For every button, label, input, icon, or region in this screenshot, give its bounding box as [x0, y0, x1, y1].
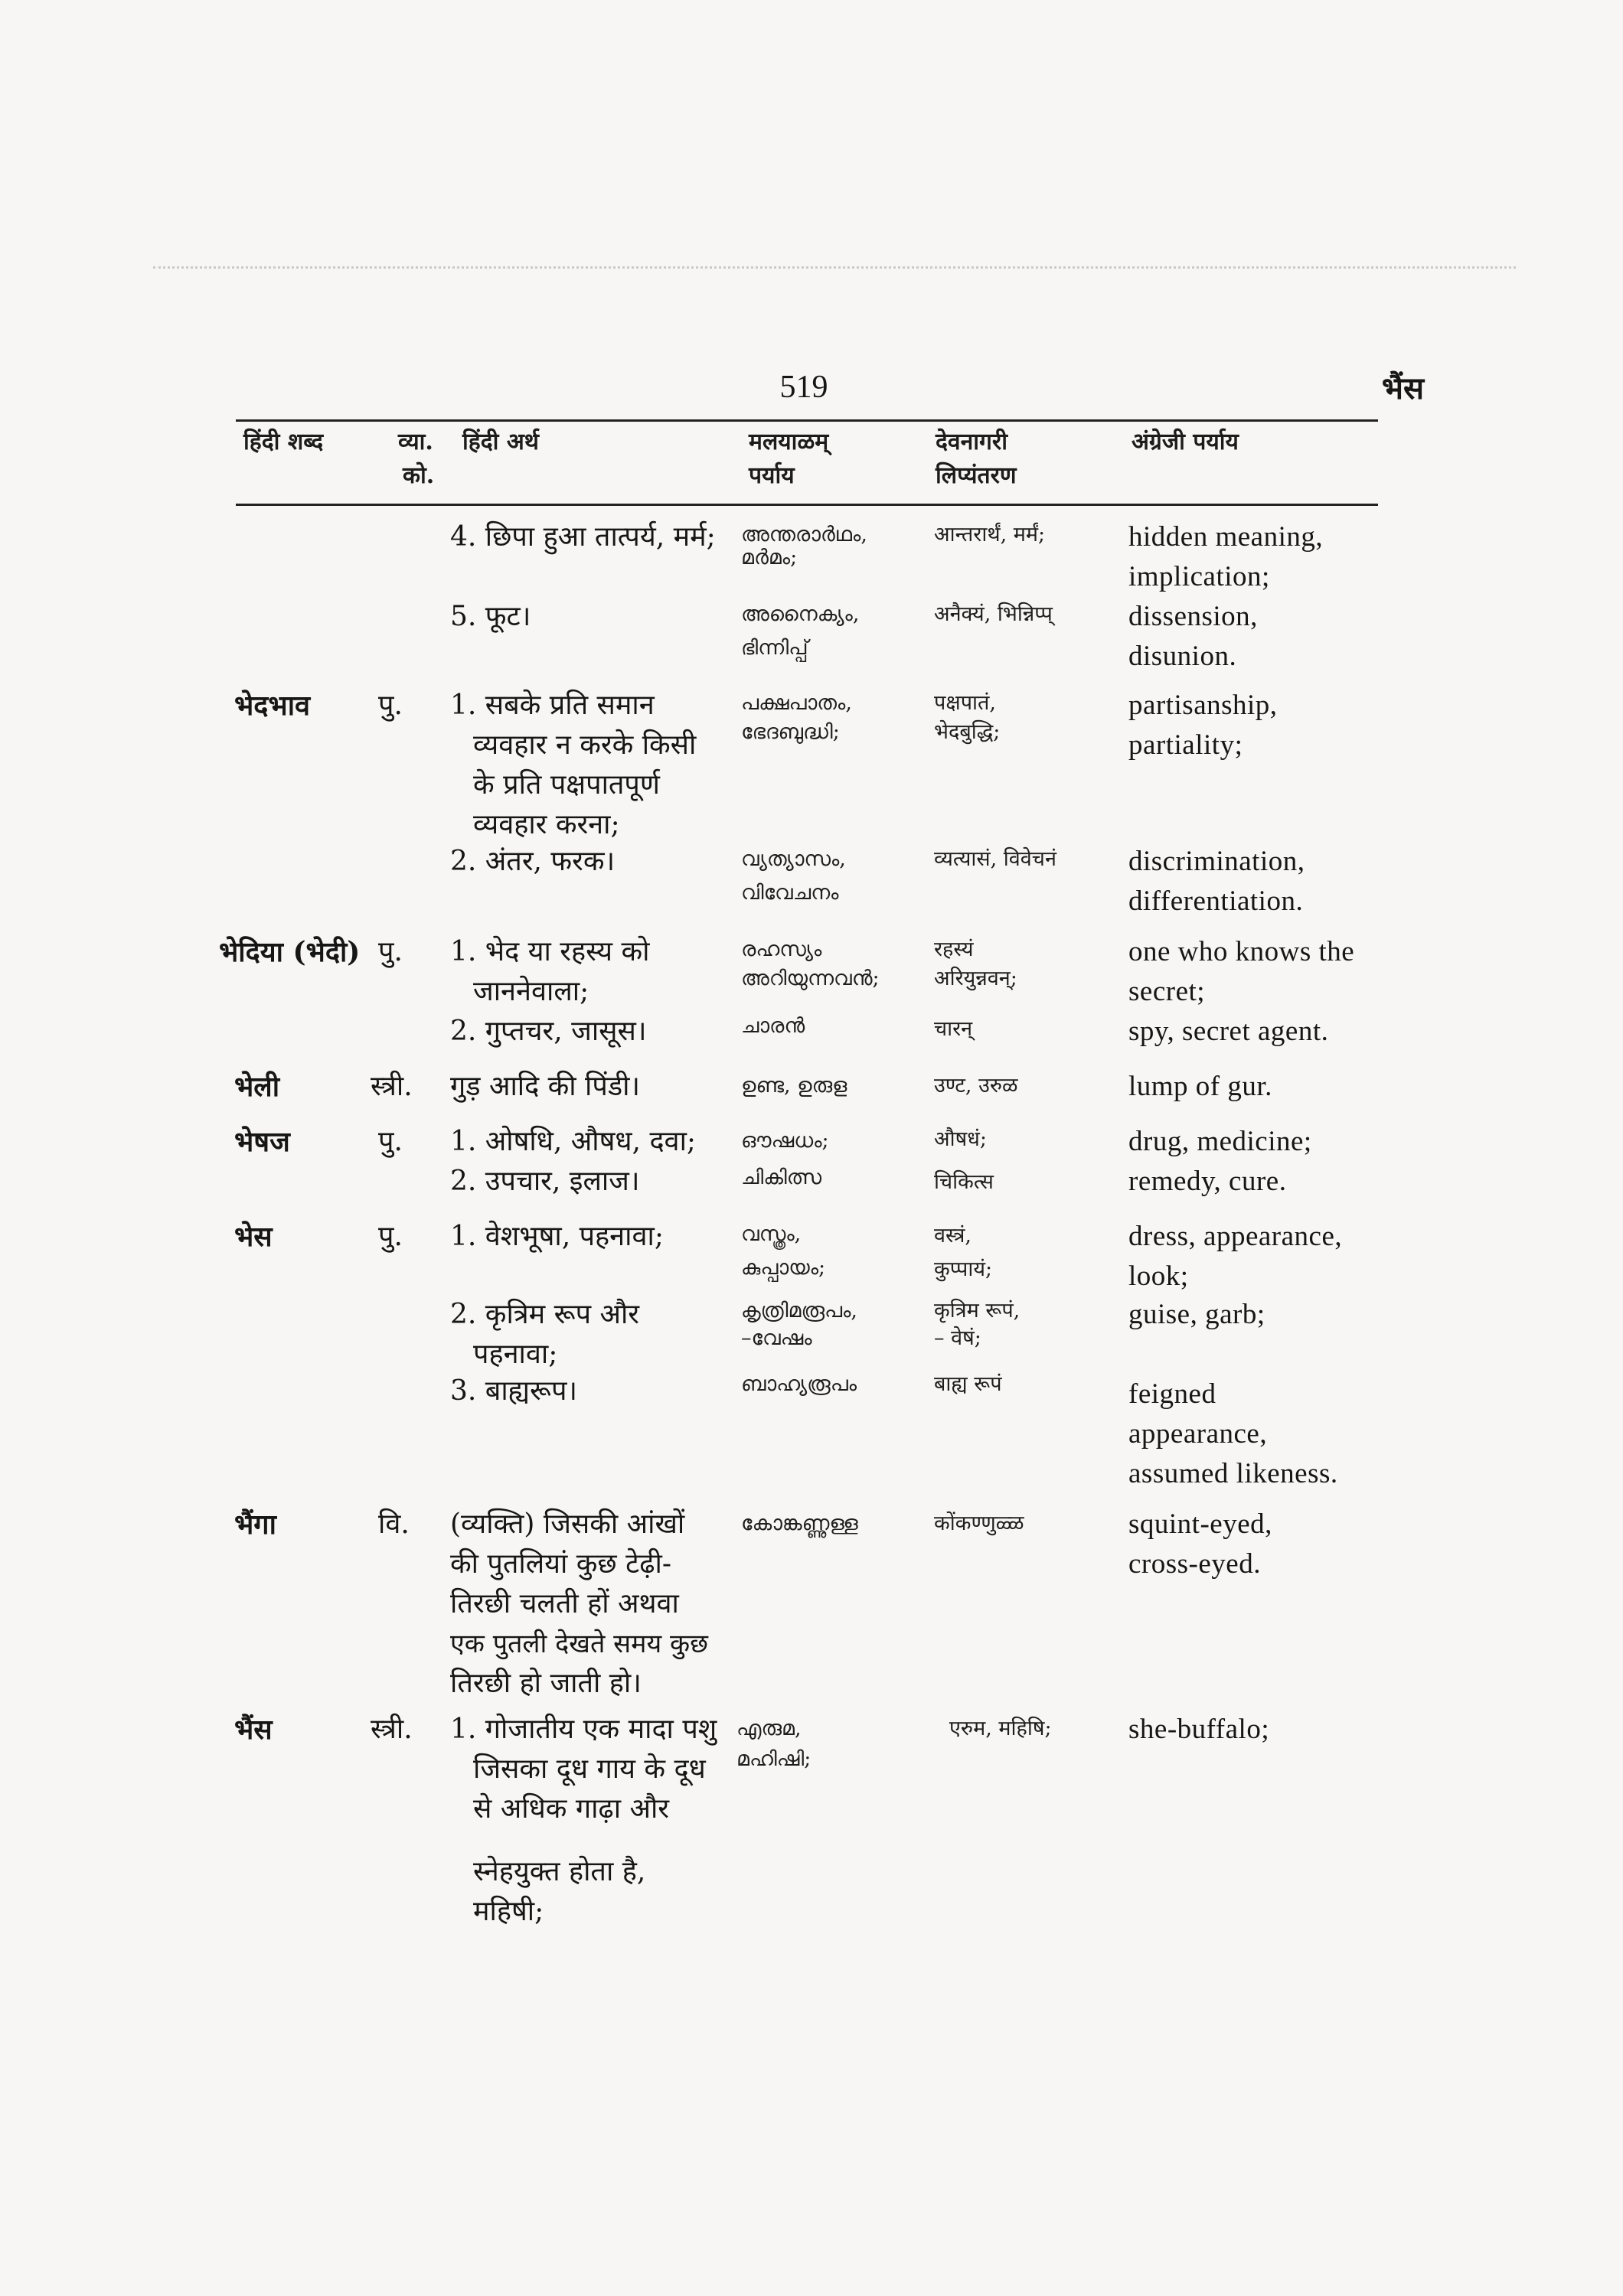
devanagari-line: अरियुन्नवन्; — [934, 967, 1017, 990]
grammar-tag: पु. — [378, 1126, 403, 1157]
entry-6-sense-1-hindi — [450, 1505, 756, 1704]
devanagari-line: चिकित्स — [934, 1170, 994, 1194]
page-number: 519 — [779, 370, 828, 405]
entry-2-sense-1-devanagari — [934, 938, 1017, 990]
hindi-line: 1. वेशभूषा, पहनावा; — [450, 1221, 664, 1252]
malayalam-line: ചാരൻ — [741, 1014, 805, 1038]
entry-4-sense-1-english — [1128, 1122, 1312, 1162]
hindi-line: 2. उपचार, इलाज। — [450, 1166, 640, 1197]
hindi-line: जिसका दूध गाय के दूध — [473, 1753, 706, 1785]
entry-0-sense-4-malayalam — [741, 523, 867, 569]
hindi-line: गुड़ आदि की पिंडी। — [450, 1071, 641, 1102]
malayalam-line: ഭേദബുദ്ധി; — [741, 720, 840, 744]
entry-4-sense-2-hindi — [450, 1162, 756, 1202]
english-line: differentiation. — [1128, 885, 1304, 917]
header-bottom-rule — [236, 504, 1378, 506]
english-line: partisanship, — [1128, 690, 1278, 721]
devanagari-line: कृत्रिम रूपं, — [934, 1299, 1020, 1322]
hindi-line: 3. बाह्यरूप। — [450, 1375, 578, 1407]
column-head-malayalam-line-1: मलयाळम् — [749, 429, 829, 455]
hindi-line: व्यवहार करना; — [473, 809, 620, 840]
entry-1-sense-1-malayalam — [741, 692, 852, 744]
devanagari-line: व्यत्यासं, विवेचनं — [934, 847, 1056, 871]
hindi-line: की पुतलियां कुछ टेढ़ी- — [450, 1548, 671, 1580]
english-line: appearance, — [1128, 1418, 1268, 1450]
running-head: भैंस — [1381, 370, 1424, 406]
english-line: she-buffalo; — [1128, 1714, 1270, 1745]
column-head-devanagari — [936, 426, 1017, 493]
devanagari-line: अनैक्यं, भिन्निप्प् — [934, 602, 1053, 626]
entry-0-sense-5-hindi — [450, 597, 756, 637]
entry-5-sense-1-english — [1128, 1217, 1342, 1296]
devanagari-line: कुप्पायं; — [934, 1257, 993, 1281]
grammar-tag: पु. — [378, 690, 403, 721]
hindi-line: 5. फूट। — [450, 601, 531, 632]
hindi-line: महिषी; — [473, 1896, 544, 1927]
malayalam-line: എരുമ, — [736, 1717, 802, 1740]
entry-2-sense-1-hindi — [450, 932, 756, 1012]
devanagari-line: रहस्यं — [934, 938, 974, 961]
grammar-tag: वि. — [378, 1508, 410, 1540]
entry-1-sense-1-english — [1128, 686, 1278, 765]
grammar-tag: स्त्री. — [371, 1071, 413, 1102]
entry-5-sense-3-devanagari — [934, 1373, 1002, 1396]
malayalam-line: അന്തരാർഥം, — [741, 523, 867, 546]
malayalam-line: അനൈക്യം, — [741, 602, 860, 626]
entry-5-sense-1-devanagari — [934, 1225, 992, 1281]
devanagari-line: औषधं; — [934, 1127, 987, 1151]
entry-2-sense-2-devanagari — [934, 1018, 972, 1041]
entry-2-sense-2-english — [1128, 1012, 1328, 1052]
hindi-line: 1. ओषधि, औषध, दवा; — [450, 1126, 697, 1157]
malayalam-line: ഉണ്ട, ഉരുള — [741, 1074, 847, 1097]
english-line: feigned — [1128, 1378, 1216, 1410]
hindi-line: व्यवहार न करके किसी — [473, 729, 697, 761]
entry-4-sense-1-devanagari — [934, 1128, 987, 1151]
hindi-line: 1. भेद या रहस्य को — [450, 936, 650, 967]
column-head-devanagari-line-1: देवनागरी — [936, 429, 1007, 455]
entry-7-sense-1-english — [1128, 1710, 1269, 1750]
english-line: partiality; — [1128, 729, 1243, 761]
entry-3-sense-1-english — [1128, 1067, 1272, 1107]
entry-5-sense-1-hindi — [450, 1217, 756, 1257]
hindi-line: 2. कृत्रिम रूप और — [450, 1299, 640, 1330]
entry-1-sense-2-hindi — [450, 842, 756, 882]
malayalam-line: വ്യത്യാസം, — [741, 847, 846, 871]
column-head-malayalam — [749, 426, 828, 493]
hindi-line: 1. सबके प्रति समान — [450, 690, 655, 721]
english-line: discrimination, — [1128, 846, 1305, 877]
hindi-line: 2. गुप्तचर, जासूस। — [450, 1016, 647, 1047]
headword: भेली — [234, 1071, 280, 1103]
english-line: cross-eyed. — [1128, 1548, 1261, 1580]
malayalam-line: ചികിത്സ — [741, 1166, 822, 1189]
malayalam-line: കൃത്രിമരൂപം, — [741, 1299, 857, 1322]
entry-7-sense-1-malayalam — [736, 1717, 811, 1771]
hindi-line: जाननेवाला; — [473, 976, 589, 1007]
entry-0-sense-4-hindi — [450, 517, 756, 557]
entry-4-sense-2-malayalam — [741, 1166, 821, 1189]
entry-2-sense-2-malayalam — [741, 1015, 805, 1038]
grammar-tag: पु. — [378, 1221, 403, 1252]
malayalam-line: കോങ്കണ്ണുള്ള — [741, 1512, 858, 1535]
english-line: secret; — [1128, 976, 1206, 1007]
entry-0-sense-5-devanagari — [934, 603, 1053, 626]
devanagari-line: एरुम, महिषि; — [949, 1717, 1052, 1740]
entry-5-sense-2-english — [1128, 1295, 1265, 1335]
column-head-malayalam-line-2: पर्याय — [749, 462, 795, 489]
entry-0-sense-5-malayalam — [741, 603, 859, 660]
grammar-tag: स्त्री. — [371, 1714, 413, 1745]
entry-3-sense-1-devanagari — [934, 1075, 1018, 1097]
entry-6-sense-1-devanagari — [934, 1512, 1024, 1535]
entry-3-sense-1-malayalam — [741, 1075, 847, 1097]
malayalam-line: ഭിന്നിപ്പ് — [741, 636, 808, 660]
entry-5-sense-1-malayalam — [741, 1223, 825, 1280]
column-head-grammar — [398, 426, 434, 493]
english-line: implication; — [1128, 561, 1270, 592]
entry-5-sense-3-english — [1128, 1375, 1338, 1494]
entry-5-sense-2-malayalam — [741, 1300, 857, 1350]
headword: भेदभाव — [234, 690, 311, 722]
entry-1-sense-2-english — [1128, 842, 1305, 921]
column-head-english: अंग्रेजी पर्याय — [1132, 429, 1239, 455]
headword: भैंगा — [234, 1508, 276, 1541]
headword: भेस — [234, 1221, 273, 1253]
devanagari-line: – वेषं; — [934, 1326, 981, 1350]
english-line: one who knows the — [1128, 936, 1355, 967]
english-line: squint-eyed, — [1128, 1508, 1272, 1540]
english-line: assumed likeness. — [1128, 1458, 1338, 1489]
english-line: guise, garb; — [1128, 1299, 1265, 1330]
malayalam-line: മഹിഷി; — [736, 1747, 812, 1771]
headword: भेदिया (भेदी) — [219, 936, 361, 968]
english-line: drug, medicine; — [1128, 1126, 1312, 1157]
devanagari-line: वस्त्रं, — [934, 1224, 972, 1247]
entry-1-sense-2-devanagari — [934, 848, 1056, 871]
english-line: dissension, — [1128, 601, 1258, 632]
malayalam-line: മർമം; — [741, 546, 798, 569]
grammar-tag: पु. — [378, 936, 403, 967]
entry-6-sense-1-english — [1128, 1505, 1272, 1584]
entry-3-sense-1-hindi — [450, 1067, 756, 1107]
malayalam-line: ബാഹ്യരൂപം — [741, 1372, 857, 1396]
entry-4-sense-1-hindi — [450, 1122, 756, 1162]
column-head-hindi-meaning: हिंदी अर्थ — [462, 429, 539, 455]
english-line: spy, secret agent. — [1128, 1016, 1329, 1047]
entry-5-sense-3-hindi — [450, 1371, 756, 1411]
entry-5-sense-2-devanagari — [934, 1300, 1020, 1350]
hindi-line: के प्रति पक्षपातपूर्ण — [473, 769, 660, 801]
entry-0-sense-5-english — [1128, 597, 1258, 677]
malayalam-line: കുപ്പായം; — [741, 1256, 826, 1280]
hindi-line: 2. अंतर, फरक। — [450, 846, 616, 877]
column-head-hindi-word: हिंदी शब्द — [243, 429, 324, 455]
devanagari-line: चारन् — [934, 1017, 973, 1041]
header-top-rule — [236, 419, 1378, 422]
malayalam-line: അറിയുന്നവൻ; — [741, 967, 880, 990]
entry-6-sense-1-malayalam — [741, 1512, 858, 1535]
malayalam-line: വസ്ത്രം, — [741, 1222, 802, 1246]
devanagari-line: आन्तरार्थं, मर्मं; — [934, 523, 1046, 546]
malayalam-line: –വേഷം — [741, 1326, 812, 1350]
hindi-line: एक पुतली देखते समय कुछ — [450, 1629, 708, 1659]
hindi-line: पहनावा; — [473, 1339, 558, 1370]
entry-0-sense-4-english — [1128, 517, 1323, 597]
entry-5-sense-2-hindi — [450, 1295, 756, 1375]
entry-4-sense-1-malayalam — [741, 1130, 829, 1153]
malayalam-line: രഹസ്യം — [741, 938, 822, 961]
devanagari-line: भेदबुद्धि; — [934, 720, 1001, 744]
headword: भैंस — [234, 1714, 273, 1746]
hindi-line: स्नेहयुक्त होता है, — [473, 1856, 646, 1887]
english-line: lump of gur. — [1128, 1071, 1272, 1102]
malayalam-line: പക്ഷപാതം, — [741, 691, 852, 715]
column-head-devanagari-line-2: लिप्यंतरण — [936, 462, 1017, 489]
english-line: look; — [1128, 1261, 1189, 1292]
column-head-grammar-line-1: व्या. — [398, 429, 433, 455]
hindi-line: (व्यक्ति) जिसकी आंखों — [450, 1508, 685, 1540]
entry-0-sense-4-devanagari — [934, 523, 1045, 546]
hindi-line: 1. गोजातीय एक मादा पशु — [450, 1714, 717, 1745]
malayalam-line: ഔഷധം; — [741, 1129, 829, 1153]
hindi-line: तिरछी हो जाती हो। — [450, 1668, 642, 1699]
devanagari-line: पक्षपातं, — [934, 691, 996, 715]
hindi-line: तिरछी चलती हों अथवा — [450, 1588, 679, 1619]
devanagari-line: कोंकण्णुळ्ळ — [934, 1512, 1024, 1535]
devanagari-line: उण्ट, उरुळ — [934, 1074, 1018, 1097]
entry-1-sense-1-devanagari — [934, 692, 1000, 744]
entry-4-sense-2-english — [1128, 1162, 1286, 1202]
headword: भेषज — [234, 1126, 290, 1158]
english-line: hidden meaning, — [1128, 521, 1324, 553]
entry-2-sense-1-malayalam — [741, 938, 880, 990]
entry-5-sense-3-malayalam — [741, 1373, 857, 1396]
entry-7-sense-1-devanagari — [949, 1717, 1052, 1740]
column-head-grammar-line-2: को. — [403, 462, 435, 489]
malayalam-line: വിവേചനം — [741, 881, 839, 905]
entry-4-sense-2-devanagari — [934, 1171, 994, 1194]
hindi-line: 4. छिपा हुआ तात्पर्य, मर्म; — [450, 521, 716, 553]
entry-2-sense-1-english — [1128, 932, 1354, 1012]
entry-7-sense-1-hindi — [450, 1710, 756, 1932]
hindi-line: से अधिक गाढ़ा और — [473, 1793, 670, 1825]
entry-1-sense-1-hindi — [450, 686, 756, 845]
english-line: remedy, cure. — [1128, 1166, 1287, 1197]
devanagari-line: बाह्य रूपं — [934, 1372, 1002, 1396]
english-line: disunion. — [1128, 641, 1237, 672]
entry-2-sense-2-hindi — [450, 1012, 756, 1052]
english-line: dress, appearance, — [1128, 1221, 1343, 1252]
entry-1-sense-2-malayalam — [741, 848, 846, 905]
